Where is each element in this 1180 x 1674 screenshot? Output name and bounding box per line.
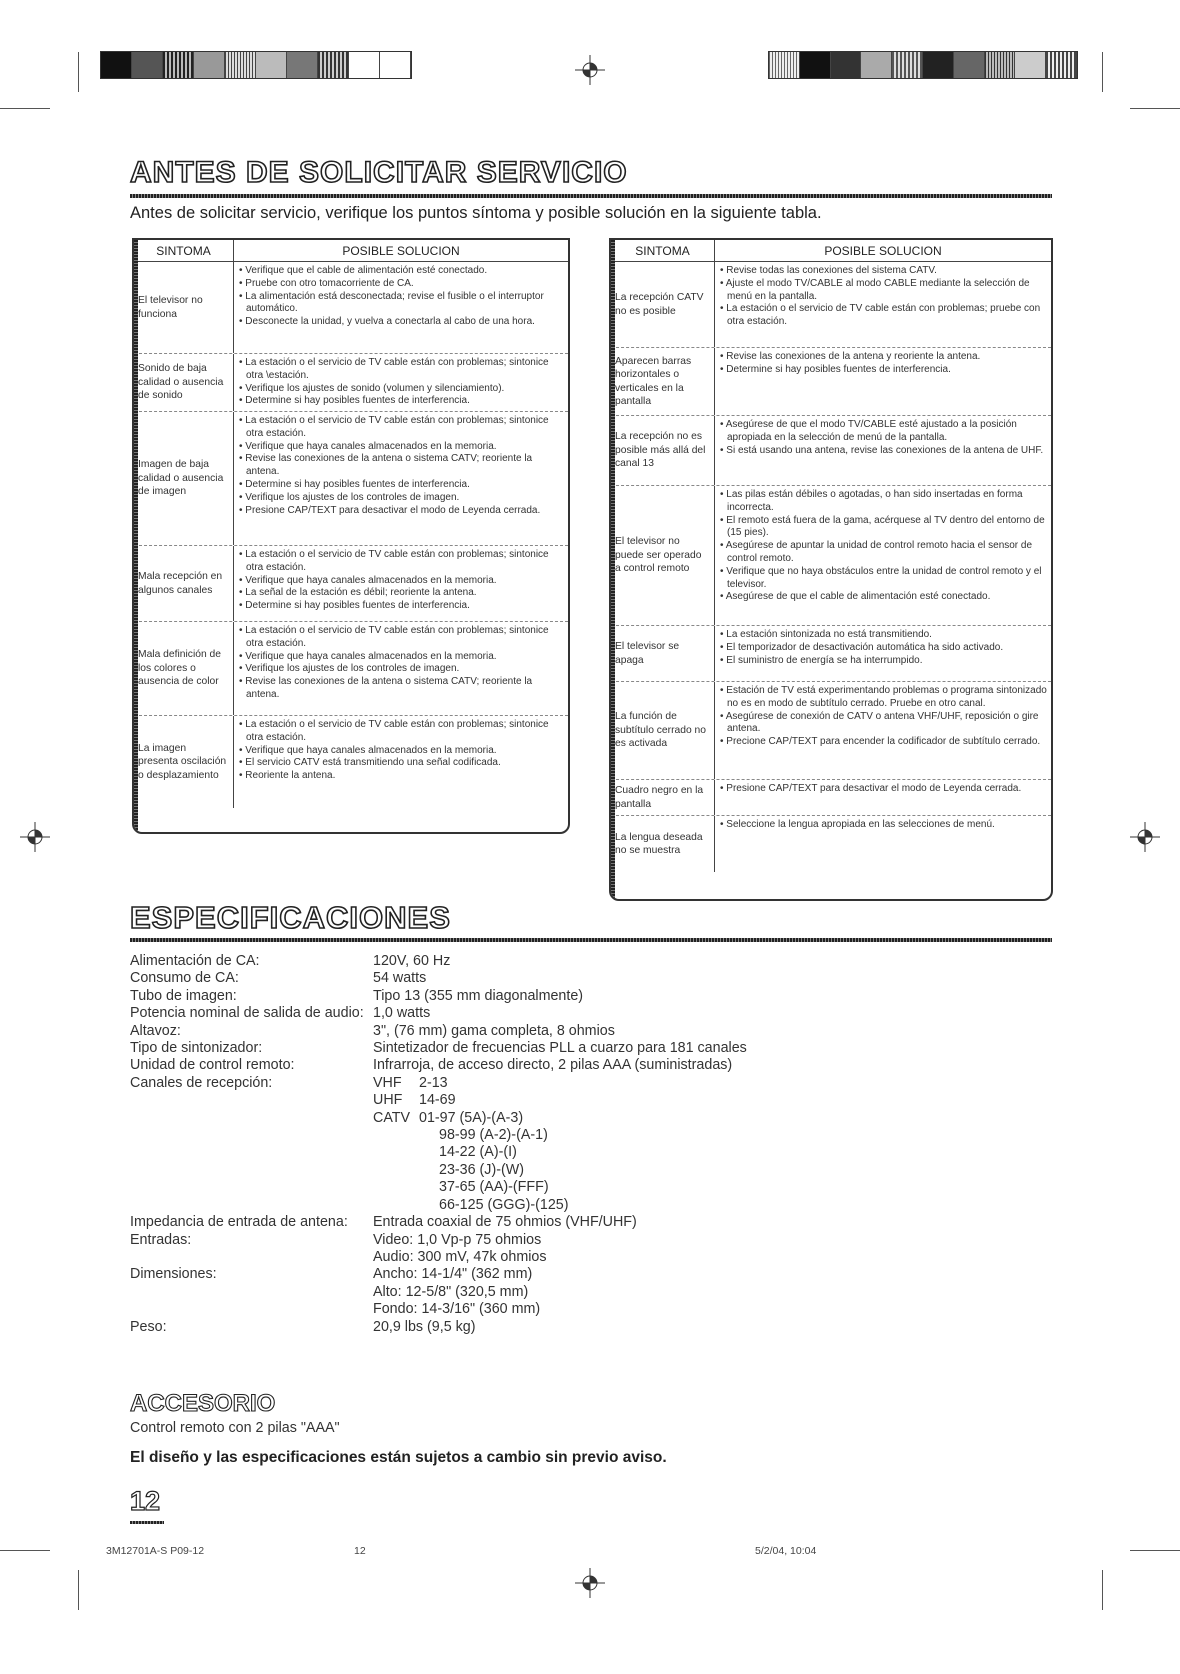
solution-item: • El suministro de energía se ha interrumpido.	[719, 655, 1047, 668]
specs-title: ESPECIFICACIONES	[130, 900, 451, 935]
crop-mark	[1130, 1550, 1180, 1551]
solution-item: • Presione CAP/TEXT para desactivar el modo de Leyenda cerrada.	[719, 783, 1047, 796]
solution-item: • El remoto está fuera de la gama, acérquese al TV dentro del entorno de (15 pies).	[719, 515, 1047, 541]
spec-row	[130, 1005, 747, 1022]
channel-band: CATV	[373, 1109, 411, 1126]
solution-item: • Seleccione la lengua apropiada en las selecciones de menú.	[719, 819, 1047, 832]
channel-range: 2-13	[419, 1074, 448, 1091]
table-row	[611, 780, 1051, 816]
solution-item: • Las pilas están débiles o agotadas, o han sido insertadas en forma incorrecta.	[719, 489, 1047, 515]
solution-item: • Verifique los ajustes de los controles de imagen.	[238, 663, 564, 676]
footer-date: 5/2/04, 10:04	[755, 1545, 817, 1557]
catv-range: 98-99 (A-2)-(A-1)	[439, 1127, 548, 1144]
spec-label: Canales de recepción:	[130, 1074, 273, 1091]
spec-row	[130, 1057, 747, 1074]
solution-cell	[715, 348, 1051, 415]
channel-range: 14-69	[419, 1092, 456, 1109]
footer-code: 3M12701A-S P09-12	[106, 1545, 205, 1557]
solution-item: • Determine si hay posibles fuentes de interferencia.	[238, 600, 564, 613]
solution-item: • Presione CAP/TEXT para desactivar el modo de Leyenda cerrada.	[238, 505, 564, 518]
spec-row-channels	[130, 1075, 747, 1214]
spec-row	[130, 1023, 747, 1040]
spec-value: Tipo 13 (355 mm diagonalmente)	[373, 987, 584, 1004]
spec-value: Sintetizador de frecuencias PLL a cuarzo para 181 canales	[373, 1040, 747, 1057]
solution-item: • Asegúrese de conexión de CATV o antena VHF/UHF, reposición o gire antena.	[719, 711, 1047, 737]
symptom-cell: Imagen de baja calidad o ausencia de imagen	[134, 412, 234, 545]
solution-item: • Verifique que haya canales almacenados en la memoria.	[238, 575, 564, 588]
spec-value: Audio: 300 mV, 47k ohmios	[373, 1248, 547, 1265]
page-title: ANTES DE SOLICITAR SERVICIO	[130, 156, 628, 189]
catv-range: 37-65 (AA)-(FFF)	[439, 1179, 549, 1196]
solution-item: • Verifique que el cable de alimentación esté conectado.	[238, 265, 564, 278]
spec-label: Altavoz:	[130, 1022, 181, 1039]
solution-item: • La estación o el servicio de TV cable están con problemas; sintonice otra estación.	[238, 625, 564, 651]
solution-item: • Determine si hay posibles fuentes de interferencia.	[238, 479, 564, 492]
spec-row	[130, 988, 747, 1005]
table-row	[134, 262, 568, 354]
solution-item: • Revise las conexiones de la antena o sistema CATV; reoriente la antena.	[238, 453, 564, 479]
spec-value: Entrada coaxial de 75 ohmios (VHF/UHF)	[373, 1214, 637, 1231]
spec-row-dimensions	[130, 1266, 747, 1318]
channel-band: UHF	[373, 1092, 403, 1109]
spec-label: Consumo de CA:	[130, 970, 239, 987]
solution-item: • Revise las conexiones de la antena o sistema CATV; reoriente la antena.	[238, 676, 564, 702]
table-header	[134, 240, 568, 262]
solution-cell	[715, 416, 1051, 485]
solution-cell	[234, 412, 568, 545]
spec-value: Infrarroja, de acceso directo, 2 pilas AAA (suministradas)	[373, 1057, 733, 1074]
solution-cell	[234, 354, 568, 411]
solution-item: • La estación o el servicio de TV cable están con problemas; sintonice otra estación.	[238, 719, 564, 745]
symptom-cell: La lengua deseada no se muestra	[611, 816, 715, 872]
symptom-cell: La imagen presenta oscilación o desplazamiento	[134, 716, 234, 808]
solution-cell	[715, 682, 1051, 779]
solution-cell	[715, 626, 1051, 681]
spec-label: Tipo de sintonizador:	[130, 1040, 263, 1057]
table-row	[611, 816, 1051, 872]
spec-value: Fondo: 14-3/16" (360 mm)	[373, 1301, 541, 1318]
spec-value: 54 watts	[373, 970, 427, 987]
registration-mark-icon	[20, 822, 50, 852]
spec-value: 3", (76 mm) gama completa, 8 ohmios	[373, 1022, 615, 1039]
symptom-cell: La recepción CATV no es posible	[611, 262, 715, 347]
solution-cell	[715, 780, 1051, 815]
registration-mark-icon	[1130, 822, 1160, 852]
symptom-cell: La recepción no es posible más allá del canal 13	[611, 416, 715, 485]
symptom-header: SINTOMA	[134, 240, 234, 261]
solution-item: • La estación o el servicio de TV cable están con problemas; sintonice otra estación.	[238, 415, 564, 441]
solution-item: • Asegúrese de que el modo TV/CABLE esté ajustado a la posición apropiada en la selección de menú de la pantalla.	[719, 419, 1047, 445]
solution-item: • Estación de TV está experimentando problemas o programa sintonizado no es en modo de subtítulo cerrado. Pruebe en otro canal.	[719, 685, 1047, 711]
symptom-cell: El televisor no puede ser operado a control remoto	[611, 486, 715, 625]
spec-row	[130, 1040, 747, 1057]
symptom-header: SINTOMA	[611, 240, 715, 261]
solution-cell	[234, 716, 568, 808]
crop-mark	[78, 1570, 79, 1610]
solution-item: • Verifique que no haya obstáculos entre la unidad de control remoto y el televisor.	[719, 566, 1047, 592]
spec-value: 20,9 lbs (9,5 kg)	[373, 1318, 476, 1335]
crop-mark	[0, 108, 50, 109]
spec-value: Ancho: 14-1/4" (362 mm)	[373, 1266, 533, 1283]
solution-item: • El servicio CATV está transmitiendo una señal codificada.	[238, 757, 564, 770]
table-row	[134, 412, 568, 546]
solution-item: • La señal de la estación es débil; reoriente la antena.	[238, 587, 564, 600]
print-color-bar	[768, 51, 1078, 79]
table-row	[134, 546, 568, 622]
table-row	[611, 486, 1051, 626]
symptom-cell: El televisor no funciona	[134, 262, 234, 353]
registration-mark-icon	[575, 1568, 605, 1598]
crop-mark	[1102, 1570, 1103, 1610]
crop-mark	[0, 1550, 50, 1551]
print-color-bar	[100, 51, 412, 79]
table-row	[611, 262, 1051, 348]
catv-range: 66-125 (GGG)-(125)	[439, 1196, 569, 1213]
troubleshooting-table-right	[609, 238, 1053, 901]
spec-value: Video: 1,0 Vp-p 75 ohmios	[373, 1231, 542, 1248]
crop-mark	[1102, 52, 1103, 92]
symptom-cell: Sonido de baja calidad o ausencia de sonido	[134, 354, 234, 411]
solution-cell	[234, 262, 568, 353]
channel-band: VHF	[373, 1074, 402, 1091]
spec-row-weight	[130, 1319, 747, 1336]
specs-rule	[130, 938, 1052, 942]
solution-item: • Ajuste el modo TV/CABLE al modo CABLE mediante la selección de menú en la pantalla.	[719, 278, 1047, 304]
solution-header: POSIBLE SOLUCION	[824, 243, 942, 258]
spec-label: Tubo de imagen:	[130, 987, 237, 1004]
table-row	[134, 716, 568, 808]
solution-cell	[715, 486, 1051, 625]
solution-cell	[715, 816, 1051, 872]
intro-text: Antes de solicitar servicio, verifique los puntos síntoma y posible solución en la siguiente tabla.	[130, 204, 822, 222]
spec-label: Potencia nominal de salida de audio:	[130, 1005, 364, 1022]
table-header	[611, 240, 1051, 262]
spec-label: Entradas:	[130, 1231, 192, 1248]
specs-list	[130, 953, 747, 1336]
symptom-cell: La función de subtítulo cerrado no es activada	[611, 682, 715, 779]
accessory-title: ACCESORIO	[130, 1390, 276, 1417]
solution-item: • Precione CAP/TEXT para encender la codificador de subtítulo cerrado.	[719, 736, 1047, 749]
spec-label: Alimentación de CA:	[130, 953, 260, 969]
spec-row	[130, 970, 747, 987]
table-row	[134, 622, 568, 716]
solution-cell	[234, 622, 568, 715]
crop-mark	[1130, 108, 1180, 109]
solution-item: • Asegúrese de apuntar la unidad de control remoto hacia el sensor de control remoto.	[719, 540, 1047, 566]
spec-label: Unidad de control remoto:	[130, 1057, 295, 1074]
solution-item: • La estación o el servicio de TV cable están con problemas; sintonice otra \estación.	[238, 357, 564, 383]
troubleshooting-table-left	[132, 238, 570, 834]
symptom-cell: El televisor se apaga	[611, 626, 715, 681]
spec-row	[130, 953, 747, 970]
channel-range: 01-97 (5A)-(A-3)	[419, 1109, 524, 1126]
registration-mark-icon	[575, 55, 605, 85]
spec-label: Dimensiones:	[130, 1266, 217, 1283]
solution-item: • La alimentación está desconectada; revise el fusible o el interruptor automático.	[238, 291, 564, 317]
spec-label: Peso:	[130, 1318, 167, 1335]
table-row	[611, 682, 1051, 780]
solution-item: • Desconecte la unidad, y vuelva a conectarla al cabo de una hora.	[238, 316, 564, 329]
solution-item: • El temporizador de desactivación automática ha sido activado.	[719, 642, 1047, 655]
solution-item: • Verifique los ajustes de los controles de imagen.	[238, 492, 564, 505]
symptom-cell: Mala recepción en algunos canales	[134, 546, 234, 621]
footer-page: 12	[354, 1545, 366, 1557]
solution-item: • La estación o el servicio de TV cable están con problemas; pruebe con otra estación.	[719, 303, 1047, 329]
solution-header: POSIBLE SOLUCION	[342, 243, 460, 258]
crop-mark	[78, 52, 79, 92]
solution-item: • Verifique que haya canales almacenados en la memoria.	[238, 651, 564, 664]
table-row	[611, 348, 1051, 416]
solution-cell	[234, 546, 568, 621]
table-row	[134, 354, 568, 412]
notice-text: El diseño y las especificaciones están sujetos a cambio sin previo aviso.	[130, 1449, 667, 1466]
symptom-cell: Mala definición de los colores o ausencia de color	[134, 622, 234, 715]
solution-item: • Revise las conexiones de la antena y reoriente la antena.	[719, 351, 1047, 364]
page-number: 12	[130, 1486, 161, 1516]
solution-item: • Determine si hay posibles fuentes de interferencia.	[719, 364, 1047, 377]
spec-row-antenna	[130, 1214, 747, 1231]
solution-item: • Verifique que haya canales almacenados en la memoria.	[238, 441, 564, 454]
spec-label: Impedancia de entrada de antena:	[130, 1214, 348, 1231]
catv-range: 14-22 (A)-(I)	[439, 1144, 517, 1161]
solution-item: • Verifique que haya canales almacenados en la memoria.	[238, 745, 564, 758]
catv-range: 23-36 (J)-(W)	[439, 1161, 524, 1178]
solution-item: • Verifique los ajustes de sonido (volumen y silenciamiento).	[238, 383, 564, 396]
accessory-text: Control remoto con 2 pilas "AAA"	[130, 1420, 340, 1436]
solution-item: • Pruebe con otro tomacorriente de CA.	[238, 278, 564, 291]
solution-item: • Asegúrese de que el cable de alimentación esté conectado.	[719, 591, 1047, 604]
spec-value: Alto: 12-5/8" (320,5 mm)	[373, 1283, 529, 1300]
solution-item: • Revise todas las conexiones del sistema CATV.	[719, 265, 1047, 278]
table-row	[611, 416, 1051, 486]
solution-item: • Reoriente la antena.	[238, 770, 564, 783]
page-number-underline	[130, 1521, 164, 1524]
solution-item: • La estación o el servicio de TV cable están con problemas; sintonice otra estación.	[238, 549, 564, 575]
symptom-cell: Cuadro negro en la pantalla	[611, 780, 715, 815]
solution-item: • La estación sintonizada no está transmitiendo.	[719, 629, 1047, 642]
table-row	[611, 626, 1051, 682]
spec-value: 120V, 60 Hz	[373, 953, 451, 969]
spec-row-inputs	[130, 1232, 747, 1267]
solution-item: • Determine si hay posibles fuentes de interferencia.	[238, 395, 564, 408]
spec-value: 1,0 watts	[373, 1005, 431, 1022]
title-rule	[130, 194, 1052, 198]
symptom-cell: Aparecen barras horizontales o verticales en la pantalla	[611, 348, 715, 415]
solution-cell	[715, 262, 1051, 347]
solution-item: • Si está usando una antena, revise las conexiones de la antena de UHF.	[719, 445, 1047, 458]
